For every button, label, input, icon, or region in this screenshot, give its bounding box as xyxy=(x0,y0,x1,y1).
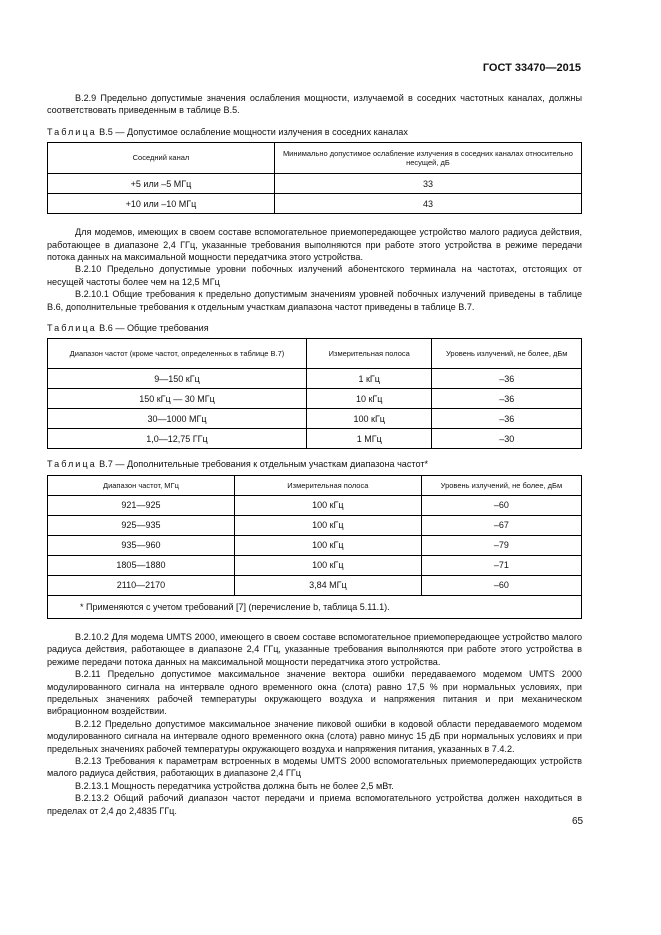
paragraph-b-2-10-1: В.2.10.1 Общие требования к предельно допустимым значениям уровней побочных излучений приведены в таблице В.6, дополнительные требования к отдельным участкам диапазона частот приведены в таблице В.7. xyxy=(47,289,582,312)
table-cell: 1805—1880 xyxy=(48,555,235,575)
table-cell: 100 кГц xyxy=(234,535,421,555)
table-cell: 43 xyxy=(274,194,581,214)
table-cell: –67 xyxy=(421,515,581,535)
table-b5-caption xyxy=(47,126,582,138)
table-row xyxy=(48,409,582,429)
table-cell: –60 xyxy=(421,575,581,595)
table-footnote: * Применяются с учетом требований [7] (перечисление b, таблица 5.11.1). xyxy=(48,595,582,618)
table-header-row xyxy=(48,475,582,495)
standard-header: ГОСТ 33470—2015 xyxy=(482,62,581,74)
table-cell: 33 xyxy=(274,174,581,194)
table-cell: 100 кГц xyxy=(234,495,421,515)
column-header: Уровень излучений, не более, дБм xyxy=(432,339,582,369)
column-header: Диапазон частот, МГц xyxy=(48,475,235,495)
page-number: 65 xyxy=(572,816,584,827)
table-cell: –36 xyxy=(432,369,582,389)
table-row xyxy=(48,389,582,409)
table-title: В.6 — Общие требования xyxy=(96,323,209,334)
table-note-row xyxy=(48,595,582,618)
table-row xyxy=(48,575,582,595)
table-cell: 100 кГц xyxy=(234,555,421,575)
paragraph-b-2-11: В.2.11 Предельно допустимое максимальное значение вектора ошибки передаваемого модемом UMTS 2000 модулированного сигнала на интервале одного временного окна (слота) равно 17,5 % при нормальных условиях, при предельных значениях рабочей температуры окружающего воздуха и напряжения питания и при механическом вибрационном воздействии. xyxy=(47,669,582,717)
table-label: Таблица xyxy=(47,323,97,334)
table-cell: 935—960 xyxy=(48,535,235,555)
table-cell: 1 кГц xyxy=(306,369,431,389)
column-header: Уровень излучений, не более, дБм xyxy=(421,475,581,495)
table-title: В.5 — Допустимое ослабление мощности излучения в соседних каналах xyxy=(96,126,408,137)
column-header: Измерительная полоса xyxy=(234,475,421,495)
table-cell: 1,0—12,75 ГГц xyxy=(48,429,307,449)
table-cell: 100 кГц xyxy=(234,515,421,535)
table-b7-caption xyxy=(47,458,582,470)
paragraph-b-2-10-2: В.2.10.2 Для модема UMTS 2000, имеющего в своем составе вспомогательное приемопередающее устройство малого радиуса действия, работающее в диапазоне 2,4 ГГц, указанные требования выполняются при работе этого устройства в режиме передачи потока данных на максимальной мощности передатчика этого устройства. xyxy=(47,631,582,667)
table-b7 xyxy=(47,475,582,619)
column-header: Соседний канал xyxy=(48,143,275,174)
table-cell: 2110—2170 xyxy=(48,575,235,595)
table-cell: –30 xyxy=(432,429,582,449)
table-cell: –79 xyxy=(421,535,581,555)
table-b5 xyxy=(47,142,582,214)
table-row xyxy=(48,495,582,515)
table-cell: 100 кГц xyxy=(306,409,431,429)
table-row xyxy=(48,555,582,575)
table-cell: 30—1000 МГц xyxy=(48,409,307,429)
paragraph-b-2-13: В.2.13 Требования к параметрам встроенных в модемы UMTS 2000 вспомогательных приемопередающих устройств малого радиуса действия, работающих в диапазоне 2,4 ГГц xyxy=(47,755,582,779)
table-header-row xyxy=(48,339,582,369)
table-cell: +5 или –5 МГц xyxy=(48,174,275,194)
paragraph-b-2-9: В.2.9 Предельно допустимые значения ослабления мощности, излучаемой в соседних частотных каналах, должны соответствовать приведенным в таблице В.5. xyxy=(47,93,582,116)
paragraph-b-2-13-2: В.2.13.2 Общий рабочий диапазон частот передачи и приема вспомогательного устройства должен находиться в пределах от 2,4 до 2,4835 ГГц. xyxy=(47,793,582,816)
table-title: В.7 — Дополнительные требования к отдельным участкам диапазона частот* xyxy=(96,459,429,470)
table-cell: 925—935 xyxy=(48,515,235,535)
page-content xyxy=(47,92,582,817)
table-cell: 921—925 xyxy=(48,495,235,515)
column-header: Диапазон частот (кроме частот, определенных в таблице В.7) xyxy=(48,339,307,369)
table-cell: –71 xyxy=(421,555,581,575)
table-label: Таблица xyxy=(47,126,97,137)
paragraph-b-2-10: В.2.10 Предельно допустимые уровни побочных излучений абонентского терминала на частотах, отстоящих от несущей частоты более чем на 12,5 МГц xyxy=(47,264,582,287)
paragraph-b-2-13-1: В.2.13.1 Мощность передатчика устройства должна быть не более 2,5 мВт. xyxy=(75,780,394,791)
table-row xyxy=(48,194,582,214)
table-row xyxy=(48,429,582,449)
table-b6-caption xyxy=(47,322,582,334)
table-cell: +10 или –10 МГц xyxy=(48,194,275,214)
table-row xyxy=(48,174,582,194)
table-cell: 9—150 кГц xyxy=(48,369,307,389)
table-cell: 150 кГц — 30 МГц xyxy=(48,389,307,409)
table-b6 xyxy=(47,338,582,449)
table-cell: 1 МГц xyxy=(306,429,431,449)
paragraph-b-2-12: В.2.12 Предельно допустимое максимальное значение пиковой ошибки в кодовой области передаваемого модемом модулированного сигнала на интервале одного временного окна (слота) равно минус 15 дБ при нормальных условиях и при предельных значениях рабочей температуры окружающего воздуха и напряжения питания, указанных в 7.4.2. xyxy=(47,718,582,754)
table-cell: 3,84 МГц xyxy=(234,575,421,595)
table-row xyxy=(48,535,582,555)
column-header: Измерительная полоса xyxy=(306,339,431,369)
table-cell: –36 xyxy=(432,409,582,429)
table-header-row xyxy=(48,143,582,174)
column-header: Минимально допустимое ослабление излучения в соседних каналах относительно несущей, дБ xyxy=(274,143,581,174)
paragraph-modem-note: Для модемов, имеющих в своем составе вспомогательное приемопередающее устройство малого радиуса действия, работающее в диапазоне 2,4 ГГц, указанные требования выполняются при работе этого устройства в режиме передачи потока данных на максимальной мощности передатчика этого устройства. xyxy=(47,227,582,263)
table-label: Таблица xyxy=(47,459,97,470)
table-row xyxy=(48,515,582,535)
table-cell: –36 xyxy=(432,389,582,409)
table-cell: –60 xyxy=(421,495,581,515)
table-row xyxy=(48,369,582,389)
table-cell: 10 кГц xyxy=(306,389,431,409)
